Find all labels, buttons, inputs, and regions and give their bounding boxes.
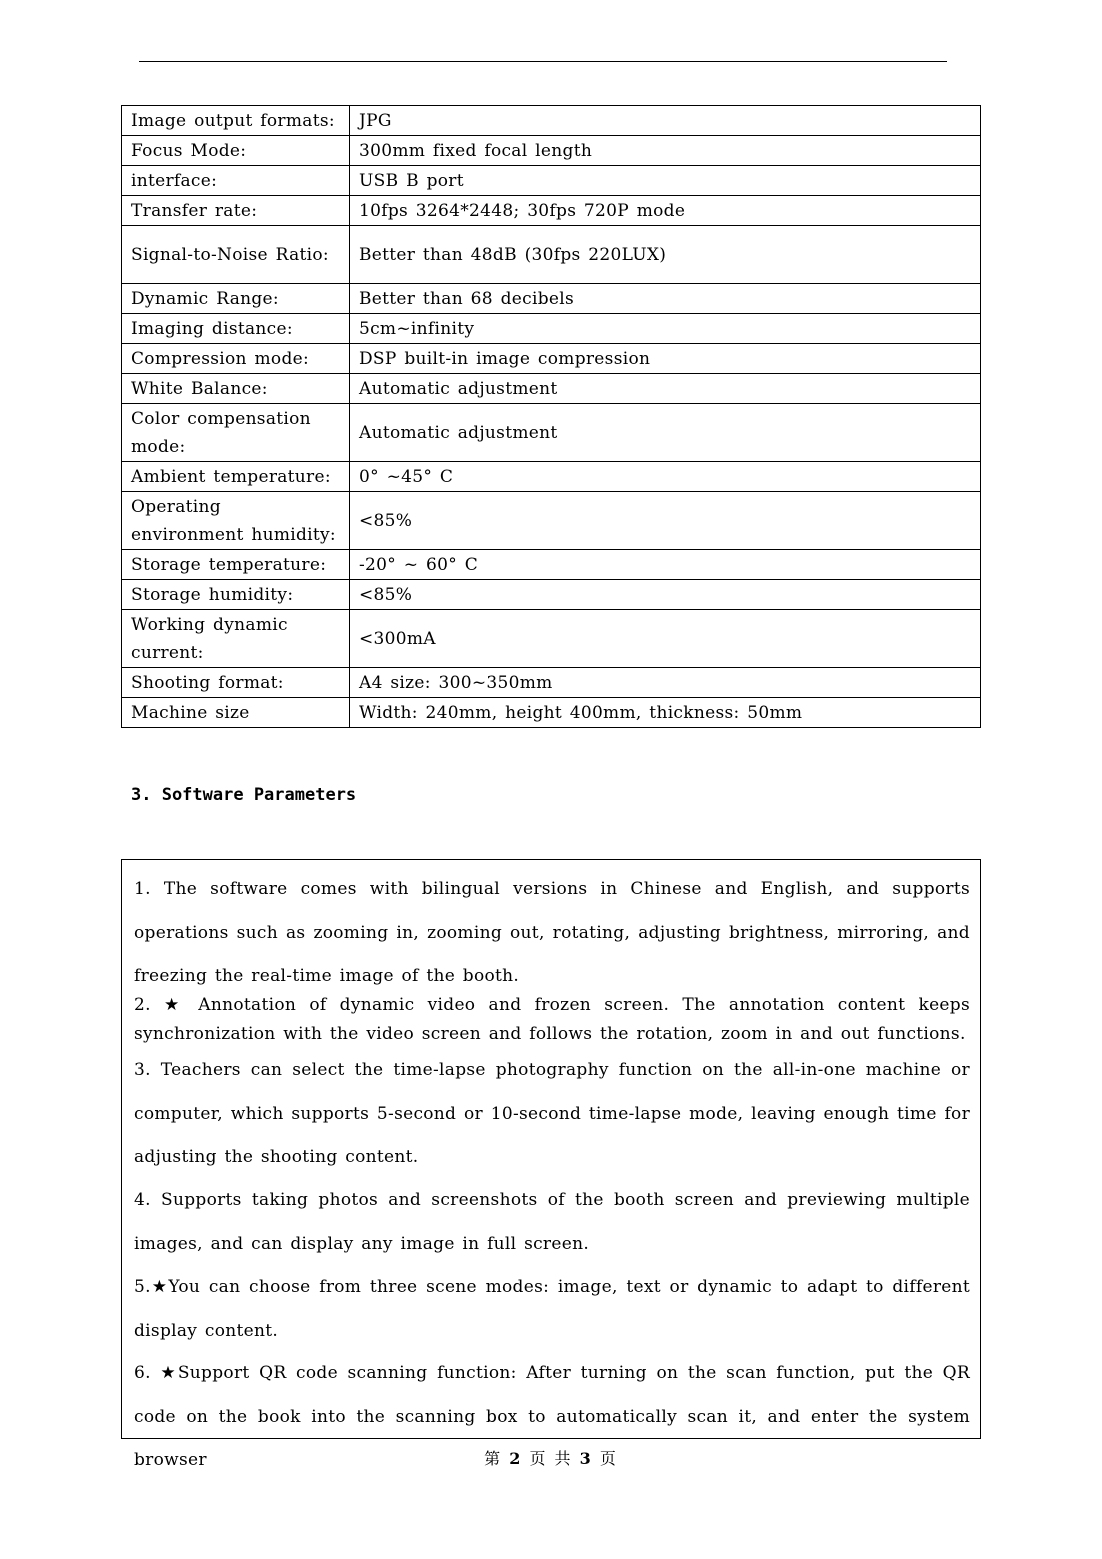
- spec-value: <85%: [350, 580, 981, 610]
- spec-value: DSP built-in image compression: [350, 344, 981, 374]
- spec-value: Better than 68 decibels: [350, 284, 981, 314]
- spec-value: 10fps 3264*2448; 30fps 720P mode: [350, 196, 981, 226]
- spec-value: Automatic adjustment: [350, 374, 981, 404]
- spec-label: Imaging distance:: [122, 314, 350, 344]
- spec-row: [122, 550, 981, 580]
- spec-row: [122, 668, 981, 698]
- spec-row: [122, 226, 981, 284]
- spec-label: White Balance:: [122, 374, 350, 404]
- spec-row: [122, 492, 981, 550]
- spec-label: Transfer rate:: [122, 196, 350, 226]
- software-item-4: 4. Supports taking photos and screenshots of the booth screen and previewing multiple images, and can display any image in full screen.: [134, 1190, 970, 1254]
- spec-row: [122, 196, 981, 226]
- spec-row: [122, 106, 981, 136]
- spec-label: Signal-to-Noise Ratio:: [122, 226, 350, 284]
- spec-label: Storage temperature:: [122, 550, 350, 580]
- spec-label: interface:: [122, 166, 350, 196]
- spec-label: Dynamic Range:: [122, 284, 350, 314]
- footer-middle: 页 共: [529, 1449, 573, 1468]
- page-footer: [0, 1448, 1102, 1470]
- spec-label: Operating environment humidity:: [122, 492, 350, 550]
- spec-row: [122, 610, 981, 668]
- spec-row: [122, 404, 981, 462]
- spec-value: Better than 48dB (30fps 220LUX): [350, 226, 981, 284]
- spec-value: A4 size: 300~350mm: [350, 668, 981, 698]
- spec-row: [122, 580, 981, 610]
- spec-value: <300mA: [350, 610, 981, 668]
- footer-suffix: 页: [599, 1449, 618, 1468]
- spec-label: Shooting format:: [122, 668, 350, 698]
- hardware-spec-table: [121, 105, 981, 728]
- spec-label: Color compensation mode:: [122, 404, 350, 462]
- spec-label: Working dynamic current:: [122, 610, 350, 668]
- software-item-1: 1. The software comes with bilingual versions in Chinese and English, and supports operations such as zooming in, zooming out, rotating, adjusting brightness, mirroring, and freezing the real-time image of the booth.: [134, 879, 970, 986]
- header-rule: [139, 61, 947, 62]
- spec-value: JPG: [350, 106, 981, 136]
- spec-table-body: [122, 106, 981, 728]
- spec-value: <85%: [350, 492, 981, 550]
- spec-value: Width: 240mm, height 400mm, thickness: 50mm: [350, 698, 981, 728]
- spec-label: Ambient temperature:: [122, 462, 350, 492]
- spec-value: 300mm fixed focal length: [350, 136, 981, 166]
- spec-label: Image output formats:: [122, 106, 350, 136]
- software-item-2: 2. ★ Annotation of dynamic video and frozen screen. The annotation content keeps synchronization with the video screen and follows the rotation, zoom in and out functions.: [134, 995, 970, 1044]
- section-heading: 3. Software Parameters: [131, 785, 357, 805]
- spec-row: [122, 462, 981, 492]
- software-item-3: 3. Teachers can select the time-lapse photography function on the all-in-one machine or computer, which supports 5-second or 10-second time-lapse mode, leaving enough time for adjusting the shooting content.: [134, 1060, 970, 1167]
- spec-value: -20° ~ 60° C: [350, 550, 981, 580]
- spec-label: Compression mode:: [122, 344, 350, 374]
- spec-row: [122, 136, 981, 166]
- spec-row: [122, 344, 981, 374]
- spec-label: Focus Mode:: [122, 136, 350, 166]
- spec-row: [122, 166, 981, 196]
- spec-label: Storage humidity:: [122, 580, 350, 610]
- spec-value: 0° ~45° C: [350, 462, 981, 492]
- spec-label: Machine size: [122, 698, 350, 728]
- spec-row: [122, 698, 981, 728]
- spec-row: [122, 374, 981, 404]
- spec-row: [122, 314, 981, 344]
- spec-value: 5cm~infinity: [350, 314, 981, 344]
- footer-prefix: 第: [484, 1449, 503, 1468]
- software-item-6: 6. ★Support QR code scanning function: After turning on the scan function, put the QR code on the book into the scanning box to automatically scan it, and enter the system browser: [134, 1363, 970, 1470]
- spec-value: USB B port: [350, 166, 981, 196]
- footer-total-pages: 3: [579, 1449, 593, 1468]
- spec-row: [122, 284, 981, 314]
- footer-page-number: 2: [509, 1449, 523, 1468]
- spec-value: Automatic adjustment: [350, 404, 981, 462]
- software-item-5: 5.★You can choose from three scene modes: image, text or dynamic to adapt to different display content.: [134, 1277, 970, 1341]
